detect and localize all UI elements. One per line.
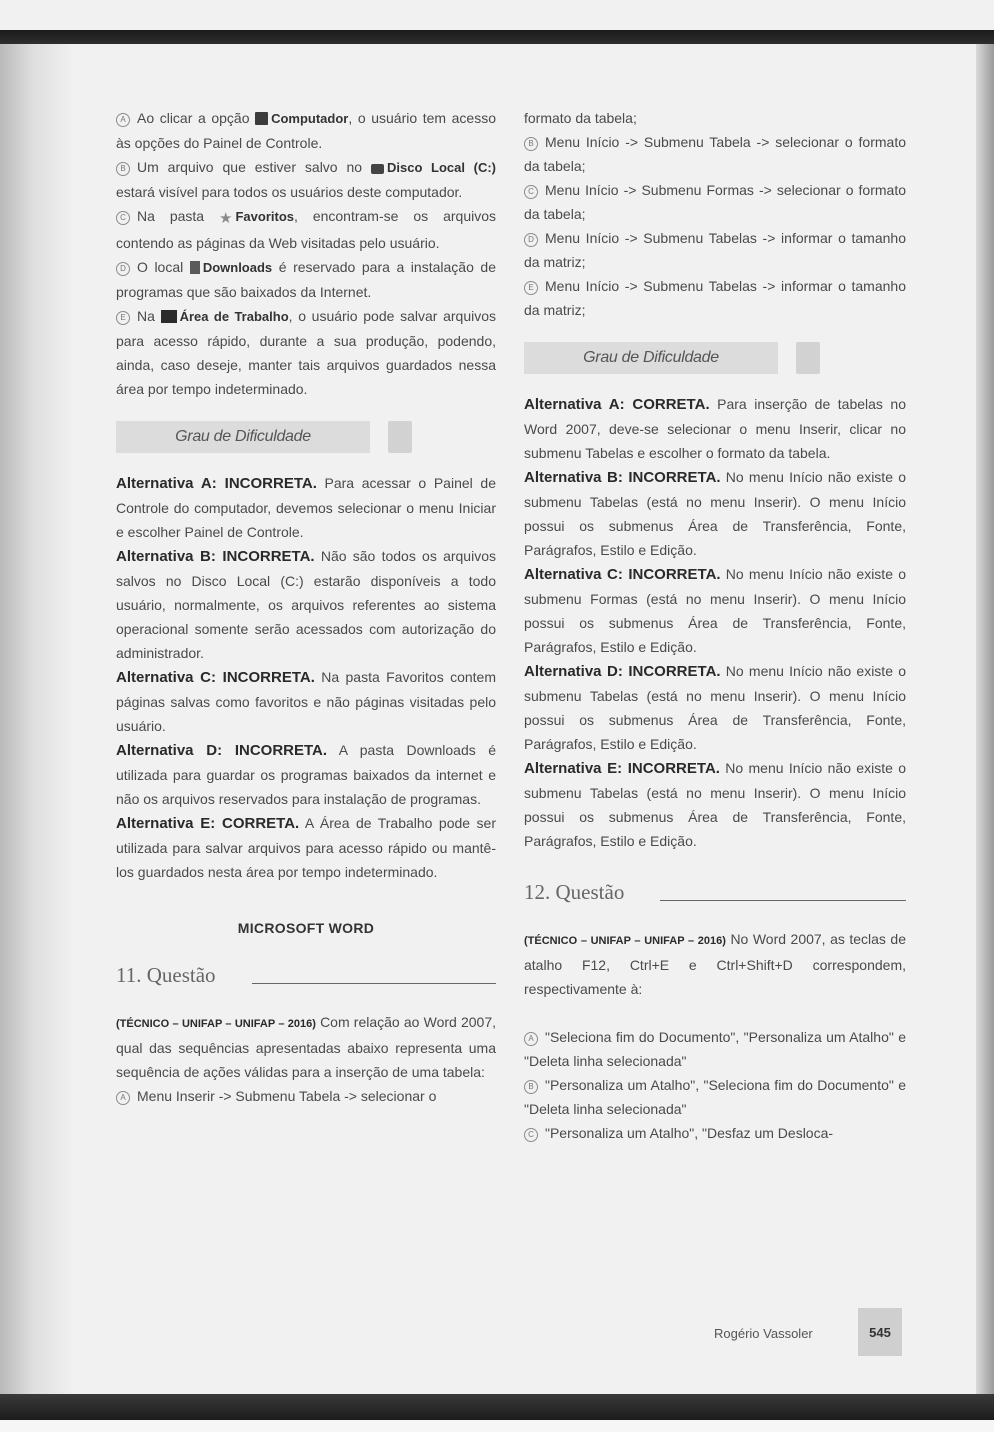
circle-letter: C [116, 211, 130, 225]
difficulty-label: Grau de Dificuldade [116, 421, 370, 453]
question-rule [660, 900, 906, 901]
answer-d: Alternativa D: INCORRETA. A pasta Downloads é utilizada para guardar os programas baixados da internet e não os arquivos reservados para instalação de programas. [116, 742, 496, 807]
question-title: 11. Questão [116, 963, 216, 987]
circle-letter: A [116, 113, 130, 127]
continuation-text: formato da tabela; [524, 110, 637, 126]
circle-letter: A [116, 1091, 130, 1105]
ui-label: Área de Trabalho [179, 309, 289, 324]
top-dark-band [0, 30, 994, 44]
option-c: C Na pasta ★ Favoritos, encontram-se os arquivos contendo as páginas da Web visitadas pelo usuário. [116, 208, 496, 251]
bottom-dark-band [0, 1394, 994, 1420]
difficulty-label: Grau de Dificuldade [524, 342, 778, 374]
question-header [116, 962, 496, 988]
computer-icon [255, 112, 268, 125]
question-source: (TÉCNICO – UNIFAP – UNIFAP – 2016) [524, 935, 726, 947]
circle-letter: D [524, 233, 538, 247]
difficulty-level-bar [796, 342, 820, 374]
answer-b: Alternativa B: INCORRETA. Não são todos os arquivos salvos no Disco Local (C:) estarão disponíveis a todo usuário, normalmente, os arquivos referentes ao sistema operacional somente serão acessados com autorização do administrador. [116, 548, 496, 661]
question-header [524, 879, 906, 905]
disk-icon [371, 164, 384, 174]
q11-option-d: D Menu Início -> Submenu Tabelas -> informar o tamanho da matriz; [524, 230, 906, 270]
desktop-icon [161, 310, 177, 323]
answer-a: Alternativa A: INCORRETA. Para acessar o Painel de Controle do computador, devemos selecionar o menu Iniciar e escolher Painel de Controle. [116, 475, 496, 540]
answer-a: Alternativa A: CORRETA. Para inserção de tabelas no Word 2007, deve-se selecionar o menu Inserir, clicar no submenu Tabelas e escolher o formato da tabela. [524, 396, 906, 461]
page-number: 545 [858, 1308, 902, 1356]
circle-letter: B [524, 137, 538, 151]
answer-c: Alternativa C: INCORRETA. Na pasta Favoritos contem páginas salvas como favoritos e não páginas visitadas pelo usuário. [116, 669, 496, 734]
ui-label: Disco Local (C:) [387, 160, 496, 175]
q12-option-c: C "Personaliza um Atalho", "Desfaz um Desloca- [524, 1121, 906, 1145]
circle-letter: C [524, 185, 538, 199]
circle-letter: E [116, 311, 130, 325]
answer-e: Alternativa E: INCORRETA. No menu Início não existe o submenu Tabelas (está no menu Inserir). O menu Início possui os submenus Área de Transferência, Fonte, Parágrafos, Estilo e Edição. [524, 760, 906, 849]
page-right-edge [976, 44, 994, 1404]
difficulty-box [524, 342, 906, 374]
ui-label: Downloads [202, 260, 273, 275]
answer-d: Alternativa D: INCORRETA. No menu Início não existe o submenu Tabelas (está no menu Inserir). O menu Início possui os submenus Área de Transferência, Fonte, Parágrafos, Estilo e Edição. [524, 663, 906, 752]
star-icon: ★ [219, 210, 233, 227]
circle-letter: C [524, 1128, 538, 1142]
option-b: B Um arquivo que estiver salvo no Disco Local (C:) estará visível para todos os usuários deste computador. [116, 159, 496, 200]
option-e: E Na Área de Trabalho, o usuário pode salvar arquivos para acesso rápido, durante a sua produção, podendo, ainda, caso deseje, manter tais arquivos guardados nessa área por tempo indeterminado. [116, 308, 497, 397]
ui-label: Favoritos [235, 209, 294, 224]
circle-letter: B [116, 162, 130, 176]
right-column [524, 106, 906, 1145]
download-icon [190, 261, 200, 274]
ui-label: Computador [271, 111, 349, 126]
circle-letter: B [524, 1080, 538, 1094]
footer-author: Rogério Vassoler [714, 1326, 813, 1341]
section-title: MICROSOFT WORD [237, 920, 375, 936]
answer-e: Alternativa E: CORRETA. A Área de Trabalho pode ser utilizada para salvar arquivos para acesso rápido ou mantê-los guardados nesta área por tempo indeterminado. [116, 815, 496, 880]
bottom-margin [0, 1420, 994, 1432]
question-text: (TÉCNICO – UNIFAP – UNIFAP – 2016) No Word 2007, as teclas de atalho F12, Ctrl+E e Ctrl+Shift+D correspondem, respectivamente à: [524, 931, 906, 997]
option-d: D O local Downloads é reservado para a instalação de programas que são baixados da Internet. [116, 259, 496, 300]
left-column [116, 106, 496, 1108]
page-binding-shadow [0, 44, 72, 1394]
circle-letter: D [116, 262, 130, 276]
option-a: A Ao clicar a opção Computador, o usuário tem acesso às opções do Painel de Controle. [116, 110, 496, 151]
difficulty-level-bar [388, 421, 412, 453]
q12-option-a: A "Seleciona fim do Documento", "Personaliza um Atalho" e "Deleta linha selecionada" [524, 1029, 906, 1069]
circle-letter: E [524, 281, 538, 295]
question-text: (TÉCNICO – UNIFAP – UNIFAP – 2016) Com relação ao Word 2007, qual das sequências apresentadas abaixo representa uma sequência de ações válidas para a inserção de uma tabela: [116, 1014, 496, 1080]
q12-option-b: B "Personaliza um Atalho", "Seleciona fim do Documento" e "Deleta linha selecionada" [524, 1077, 906, 1117]
question-source: (TÉCNICO – UNIFAP – UNIFAP – 2016) [116, 1018, 316, 1030]
answer-c: Alternativa C: INCORRETA. No menu Início não existe o submenu Formas (está no menu Inserir). O menu Início possui os submenus Área de Transferência, Fonte, Parágrafos, Estilo e Edição. [524, 566, 906, 655]
answer-b: Alternativa B: INCORRETA. No menu Início não existe o submenu Tabelas (está no menu Inserir). O menu Início possui os submenus Área de Transferência, Fonte, Parágrafos, Estilo e Edição. [524, 469, 906, 558]
q11-option-a: A Menu Inserir -> Submenu Tabela -> selecionar o [116, 1084, 496, 1108]
question-rule [252, 983, 496, 984]
difficulty-box [116, 421, 496, 453]
q11-option-b: B Menu Início -> Submenu Tabela -> selecionar o formato da tabela; [524, 134, 906, 174]
q11-option-c: C Menu Início -> Submenu Formas -> selecionar o formato da tabela; [524, 182, 906, 222]
circle-letter: A [524, 1032, 538, 1046]
q11-option-e: E Menu Início -> Submenu Tabelas -> informar o tamanho da matriz; [524, 278, 906, 318]
question-title: 12. Questão [524, 880, 625, 904]
